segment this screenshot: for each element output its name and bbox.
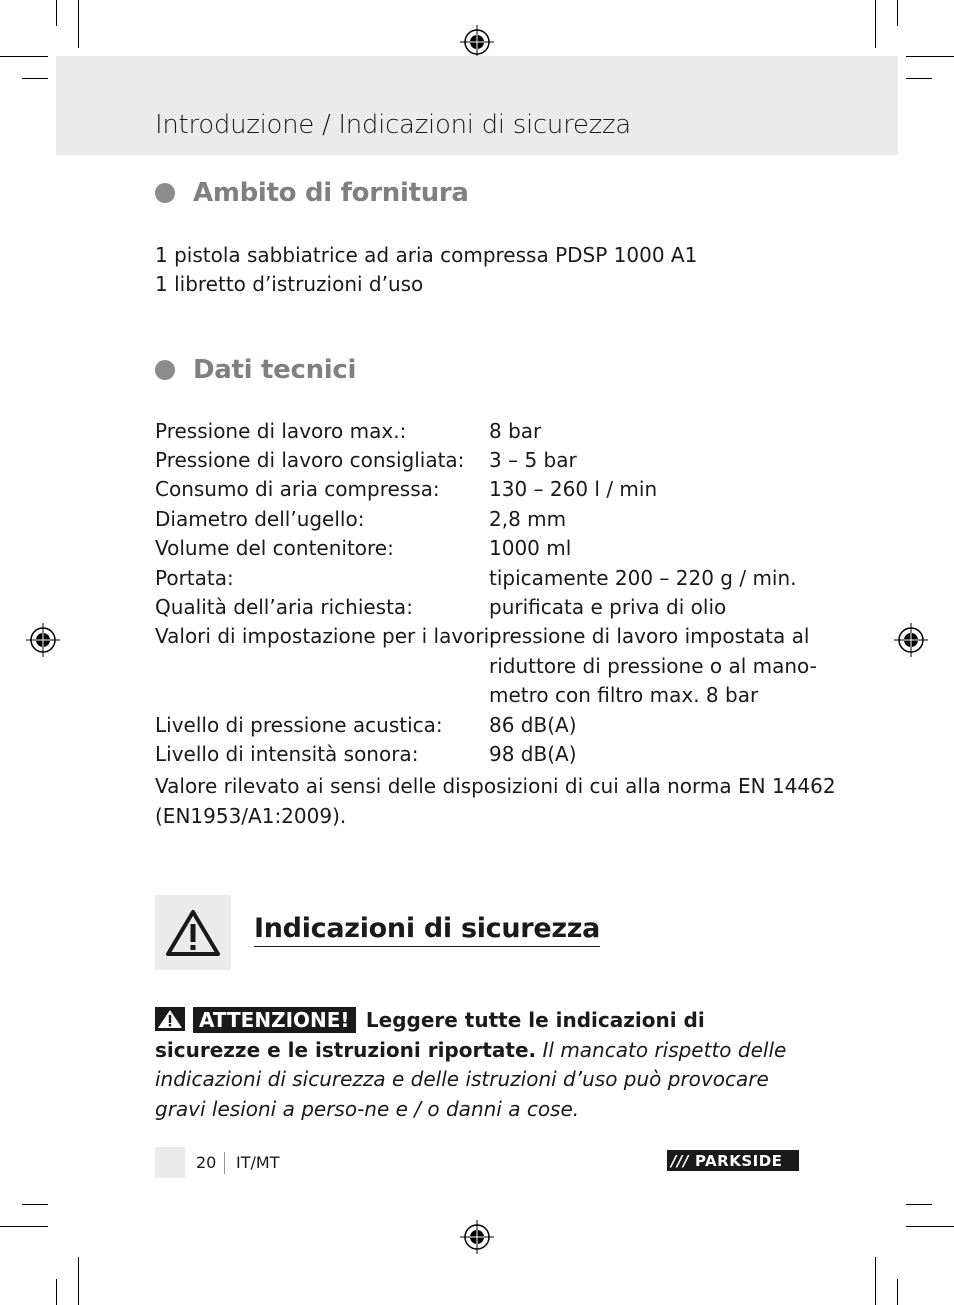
spec-label: Qualità dell’aria richiesta: bbox=[155, 595, 413, 619]
warning-paragraph bbox=[155, 1006, 805, 1124]
crop-mark bbox=[906, 56, 954, 57]
spec-value: metro con filtro max. 8 bar bbox=[489, 683, 759, 707]
crop-mark bbox=[78, 1257, 79, 1305]
section-title: Dati tecnici bbox=[193, 355, 357, 385]
attention-label: ATTENZIONE! bbox=[193, 1007, 356, 1033]
note-line: Valore rilevato ai sensi delle disposizioni di cui alla norma EN 14462 bbox=[155, 774, 836, 798]
bullet-icon bbox=[155, 183, 175, 203]
spec-value: 1000 ml bbox=[489, 536, 572, 560]
spec-value: pressione di lavoro impostata al bbox=[489, 624, 810, 648]
crop-mark bbox=[906, 1204, 932, 1205]
note-line: (EN1953/A1:2009). bbox=[155, 803, 347, 828]
footer-box bbox=[155, 1147, 185, 1178]
registration-mark-icon bbox=[460, 25, 494, 59]
crop-mark bbox=[0, 1226, 48, 1227]
warning-small-icon bbox=[155, 1007, 185, 1031]
spec-label: Valori di impostazione per i lavori: bbox=[155, 624, 496, 648]
crop-mark bbox=[0, 56, 48, 57]
spec-label: Diametro dell’ugello: bbox=[155, 507, 365, 531]
warning-bold-text: Leggere tutte le indicazioni di sicurezze e le istruzioni riportate. bbox=[155, 1008, 705, 1062]
warning-italic-text: Il mancato rispetto delle indicazioni di sicurezza e delle istruzioni d’uso può provocare gravi lesioni a perso-ne e / o danni a cose. bbox=[155, 1037, 787, 1121]
crop-mark bbox=[906, 1226, 954, 1227]
registration-mark-icon bbox=[460, 1220, 494, 1254]
spec-value: purificata e priva di olio bbox=[489, 595, 727, 619]
crop-mark bbox=[56, 0, 57, 26]
spec-label: Pressione di lavoro consigliata: bbox=[155, 448, 465, 472]
spec-label: Pressione di lavoro max.: bbox=[155, 419, 407, 443]
standard-note bbox=[155, 772, 836, 831]
spec-label: Consumo di aria compressa: bbox=[155, 477, 440, 501]
registration-mark-icon bbox=[26, 623, 60, 657]
section-heading-supply bbox=[155, 178, 469, 208]
crop-mark bbox=[897, 0, 898, 26]
spec-value: riduttore di pressione o al mano- bbox=[489, 654, 817, 678]
spec-label: Volume del contenitore: bbox=[155, 536, 394, 560]
warning-box bbox=[155, 895, 231, 970]
crop-mark bbox=[875, 1257, 876, 1305]
spec-label: Livello di intensità sonora: bbox=[155, 742, 419, 766]
crop-mark bbox=[897, 1279, 898, 1305]
page-title: Introduzione / Indicazioni di sicurezza bbox=[155, 110, 631, 140]
spec-label: Portata: bbox=[155, 566, 234, 590]
registration-mark-icon bbox=[894, 623, 928, 657]
brand-name: PARKSIDE bbox=[694, 1151, 783, 1170]
crop-mark bbox=[56, 1279, 57, 1305]
crop-mark bbox=[22, 1204, 48, 1205]
brand-mark: /// bbox=[671, 1151, 689, 1170]
warning-triangle-icon bbox=[165, 909, 221, 957]
spec-value: 2,8 mm bbox=[489, 507, 567, 531]
crop-mark bbox=[22, 78, 48, 79]
spec-value: tipicamente 200 – 220 g / min. bbox=[489, 566, 797, 590]
supply-item: 1 pistola sabbiatrice ad aria compressa PDSP 1000 A1 bbox=[155, 243, 698, 267]
page-number: 20 bbox=[196, 1153, 217, 1172]
spec-label: Livello di pressione acustica: bbox=[155, 713, 443, 737]
language-code: IT/MT bbox=[236, 1153, 280, 1172]
section-heading-tech bbox=[155, 355, 356, 385]
spec-value: 98 dB(A) bbox=[489, 742, 577, 766]
spec-value: 3 – 5 bar bbox=[489, 448, 577, 472]
crop-mark bbox=[78, 0, 79, 48]
supply-item: 1 libretto d’istruzioni d’uso bbox=[155, 272, 424, 296]
section-title: Ambito di fornitura bbox=[193, 178, 469, 208]
header-band bbox=[56, 56, 898, 155]
spec-value: 86 dB(A) bbox=[489, 713, 577, 737]
brand-logo bbox=[667, 1150, 799, 1171]
safety-title: Indicazioni di sicurezza bbox=[254, 913, 600, 947]
crop-mark bbox=[906, 78, 932, 79]
spec-value: 130 – 260 l / min bbox=[489, 477, 658, 501]
spec-value: 8 bar bbox=[489, 419, 542, 443]
crop-mark bbox=[875, 0, 876, 48]
footer-divider bbox=[224, 1152, 225, 1174]
bullet-icon bbox=[155, 360, 175, 380]
